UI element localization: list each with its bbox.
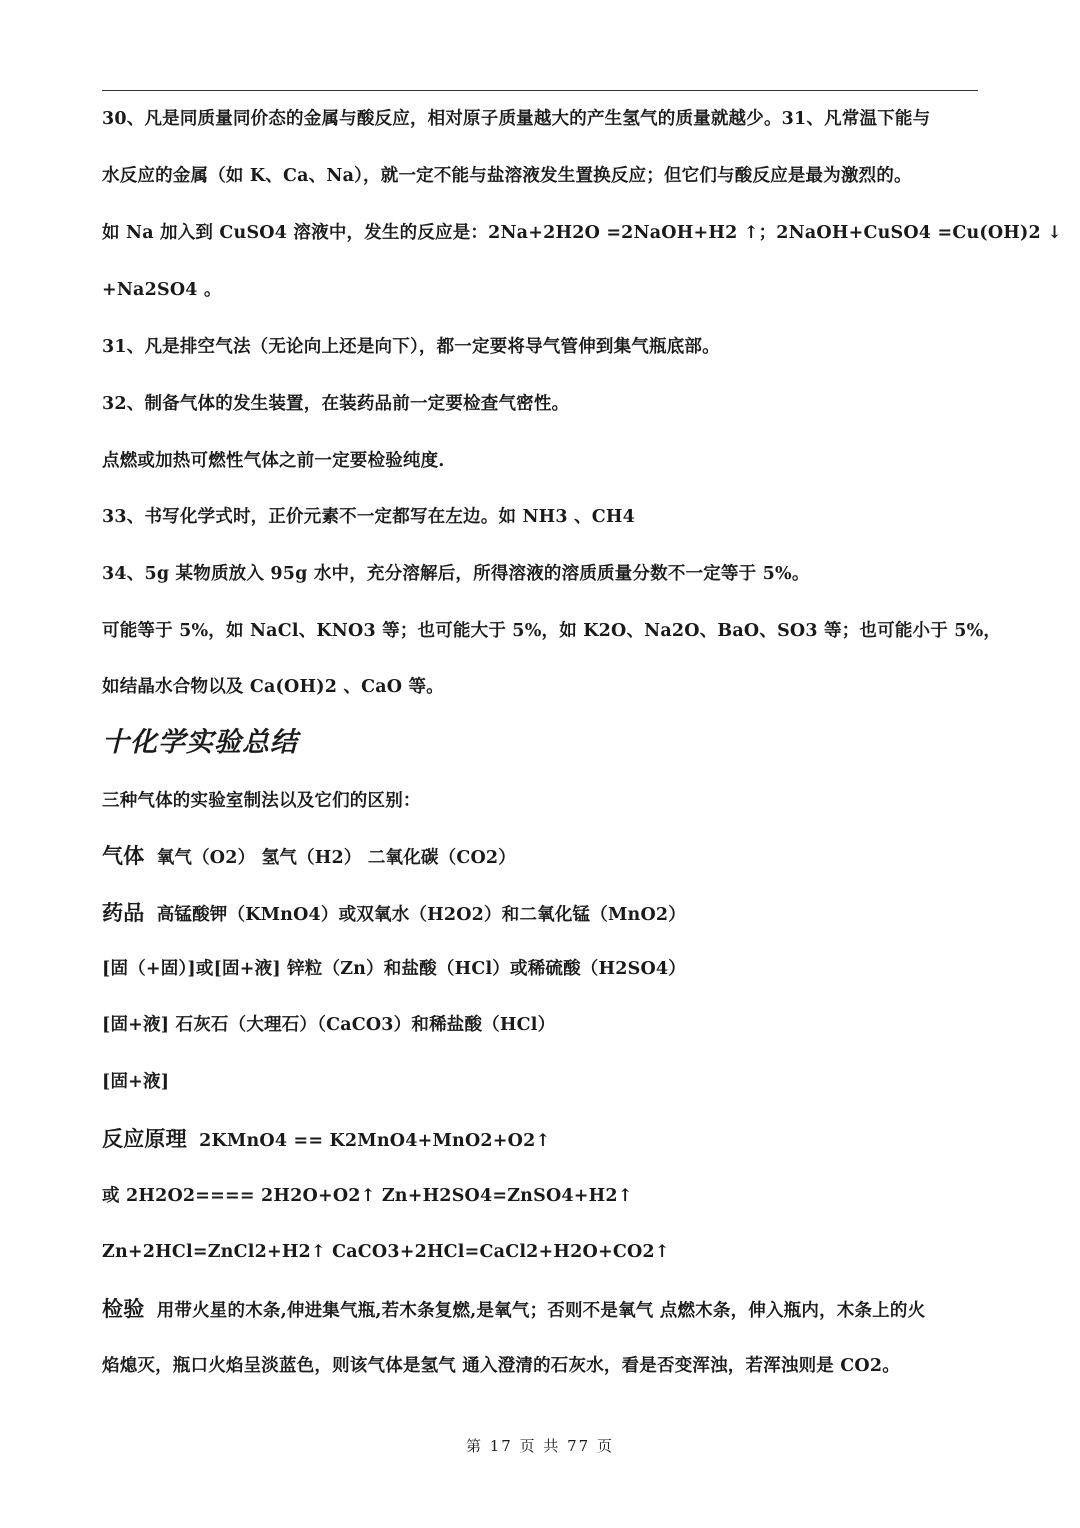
drug-line-3: [固+液] 石灰石（大理石）（CaCO3）和稀盐酸（HCl） [102, 1015, 556, 1035]
principle-line-2: 或 2H2O2==== 2H2O+O2↑ Zn+H2SO4=ZnSO4+H2↑ [102, 1186, 633, 1206]
text-line: 31、凡是排空气法（无论向上还是向下），都一定要将导气管伸到集气瓶底部。 [102, 337, 720, 357]
text-line: 34、5g 某物质放入 95g 水中，充分溶解后，所得溶液的溶质质量分数不一定等于 5%。 [102, 564, 810, 584]
section-heading: 十化学实验总结 [102, 727, 298, 758]
text-line: 如结晶水合物以及 Ca(OH)2 、CaO 等。 [102, 677, 444, 697]
gas-text: 氧气（O2） 氢气（H2） 二氧化碳（CO2） [156, 848, 516, 868]
drug-keyword: 药品 [102, 901, 145, 925]
text-line: 水反应的金属（如 K、Ca、Na），就一定不能与盐溶液发生置换反应；但它们与酸反应是最为激烈的。 [102, 166, 912, 186]
principle-row [102, 1127, 982, 1153]
principle-keyword: 反应原理 [102, 1127, 187, 1151]
header-rule [102, 90, 978, 91]
gas-row [102, 844, 982, 870]
principle-text: 2KMnO4 == K2MnO4+MnO2+O2↑ [199, 1131, 551, 1151]
text-line: +Na2SO4 。 [102, 280, 222, 300]
test-keyword: 检验 [102, 1297, 145, 1321]
drug-text: 高锰酸钾（KMnO4）或双氧水（H2O2）和二氧化锰（MnO2） [156, 905, 686, 925]
text-line: 点燃或加热可燃性气体之前一定要检验纯度. [102, 451, 445, 471]
drug-line-2: [固（+固）]或[固+液] 锌粒（Zn）和盐酸（HCl）或稀硫酸（H2SO4） [102, 959, 686, 979]
section-intro: 三种气体的实验室制法以及它们的区别： [102, 791, 421, 811]
text-line: 30、凡是同质量同价态的金属与酸反应，相对原子质量越大的产生氢气的质量就越少。31、凡常温下能与 [102, 109, 931, 129]
text-line: 可能等于 5%，如 NaCl、KNO3 等；也可能大于 5%，如 K2O、Na2O、BaO、SO3 等；也可能小于 5%， [102, 621, 1002, 641]
text-line: 如 Na 加入到 CuSO4 溶液中，发生的反应是：2Na+2H2O =2NaOH+H2 ↑；2NaOH+CuSO4 =Cu(OH)2 ↓ [102, 223, 1063, 243]
test-row [102, 1297, 982, 1323]
drug-line-4: [固+液] [102, 1072, 170, 1092]
test-text: 用带火星的木条,伸进集气瓶,若木条复燃,是氧气；否则不是氧气 点燃木条，伸入瓶内，木条上的火 [156, 1301, 926, 1321]
drug-row [102, 901, 982, 927]
text-line: 32、制备气体的发生装置，在装药品前一定要检查气密性。 [102, 394, 570, 414]
page-footer: 第 17 页 共 77 页 [465, 1437, 614, 1455]
text-line: 33、书写化学式时，正价元素不一定都写在左边。如 NH3 、CH4 [102, 507, 635, 527]
test-line-2: 焰熄灭，瓶口火焰呈淡蓝色，则该气体是氢气 通入澄清的石灰水，看是否变浑浊，若浑浊则是 CO2。 [102, 1356, 900, 1376]
principle-line-3: Zn+2HCl=ZnCl2+H2↑ CaCO3+2HCl=CaCl2+H2O+CO2↑ [102, 1242, 670, 1262]
gas-keyword: 气体 [102, 844, 145, 868]
